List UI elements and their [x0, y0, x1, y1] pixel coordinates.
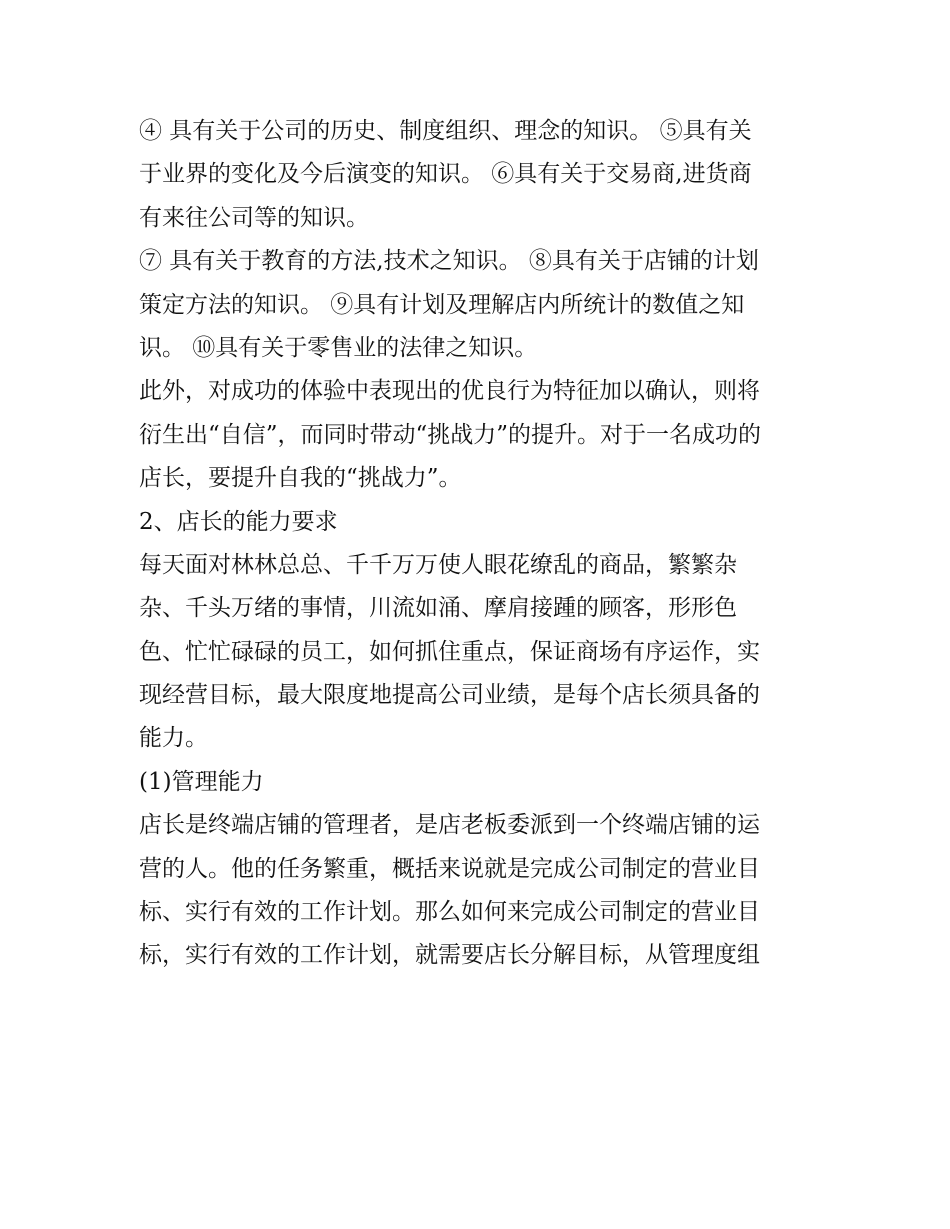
text-line: ⑦ 具有关于教育的方法,技术之知识。 ⑧具有关于店铺的计划 [139, 248, 759, 275]
text-line: 于业界的变化及今后演变的知识。 ⑥具有关于交易商,进货商 [139, 161, 752, 188]
text-line: 营的人。他的任务繁重，概括来说就是完成公司制定的营业目 [139, 855, 760, 882]
text-line: 标，实行有效的工作计划，就需要店长分解目标，从管理度组 [139, 942, 760, 969]
text-line: 策定方法的知识。 ⑨具有计划及理解店内所统计的数值之知 [139, 291, 745, 318]
text-line: 杂、千头万绪的事情，川流如涌、摩肩接踵的顾客，形形色 [139, 595, 737, 622]
subsection-heading: (1)管理能力 [139, 768, 264, 795]
text-line: 能力。 [139, 725, 208, 752]
section-heading: 2、店长的能力要求 [139, 508, 338, 535]
text-line: 每天面对林林总总、千千万万使人眼花缭乱的商品，繁繁杂 [139, 551, 737, 578]
text-line: 店长，要提升自我的“挑战力”。 [139, 465, 462, 492]
body-text [139, 110, 819, 978]
text-line: 此外，对成功的体验中表现出的优良行为特征加以确认，则将 [139, 378, 760, 405]
text-line: 现经营目标，最大限度地提高公司业绩，是每个店长须具备的 [139, 682, 760, 709]
text-line: 有来往公司等的知识。 [139, 204, 369, 231]
text-line: 衍生出“自信”，而同时带动“挑战力”的提升。对于一名成功的 [139, 421, 762, 448]
text-line: 店长是终端店铺的管理者，是店老板委派到一个终端店铺的运 [139, 812, 760, 839]
text-line: 标、实行有效的工作计划。那么如何来完成公司制定的营业目 [139, 899, 760, 926]
text-line: 色、忙忙碌碌的员工，如何抓住重点，保证商场有序运作，实 [139, 638, 760, 665]
text-line: ④ 具有关于公司的历史、制度组织、理念的知识。 ⑤具有关 [139, 118, 752, 144]
text-line: 识。 ⑩具有关于零售业的法律之知识。 [139, 334, 538, 361]
